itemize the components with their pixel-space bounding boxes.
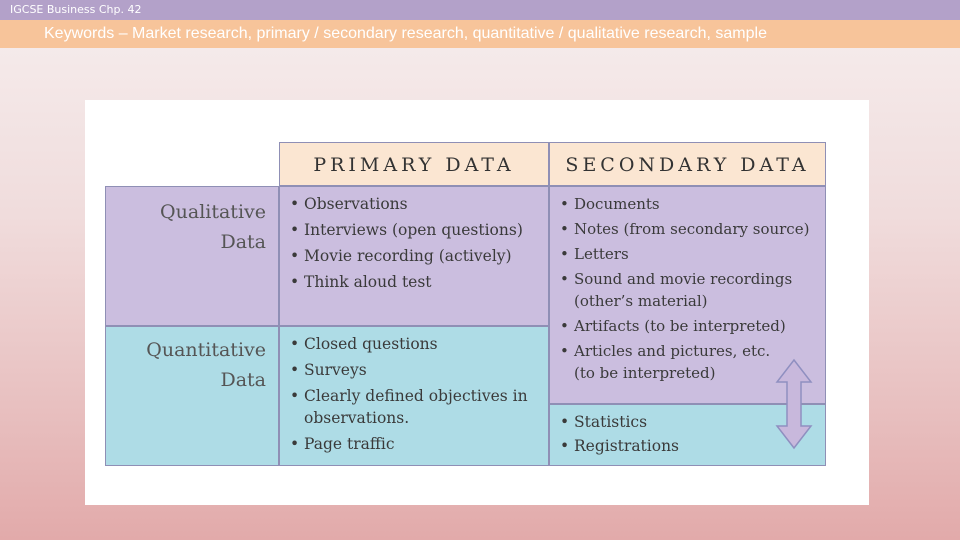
double-arrow-icon bbox=[773, 358, 815, 450]
list-item: • Artifacts (to be interpreted) bbox=[558, 315, 817, 337]
list-item: • Think aloud test bbox=[288, 271, 540, 293]
list-item: • Registrations bbox=[558, 435, 817, 457]
data-types-table-image bbox=[85, 100, 869, 505]
list-item: • Letters bbox=[558, 243, 817, 265]
list-item: • Articles and pictures, etc. (to be interpreted) bbox=[558, 340, 817, 384]
keywords-text: Keywords – Market research, primary / secondary research, quantitative / qualitative research, sample bbox=[44, 25, 767, 42]
list-item: • Surveys bbox=[288, 359, 540, 381]
qualitative-label-line1: Qualitative bbox=[160, 201, 266, 223]
list-item: • Clearly defined objectives in observations. bbox=[288, 385, 540, 429]
primary-data-header: PRIMARY DATA bbox=[279, 142, 549, 186]
list-item: • Notes (from secondary source) bbox=[558, 218, 817, 240]
list-item: • Page traffic bbox=[288, 433, 540, 455]
quantitative-row-label bbox=[105, 326, 279, 466]
primary-quantitative-cell bbox=[279, 326, 549, 466]
qualitative-row-label bbox=[105, 186, 279, 326]
quantitative-label-line1: Quantitative bbox=[146, 339, 266, 361]
list-item: • Closed questions bbox=[288, 333, 540, 355]
list-item: • Sound and movie recordings (other’s material) bbox=[558, 268, 817, 312]
slide-title: IGCSE Business Chp. 42 bbox=[10, 3, 142, 16]
quantitative-label-line2: Data bbox=[220, 369, 266, 391]
slide-title-bar bbox=[0, 0, 960, 20]
list-item: • Observations bbox=[288, 193, 540, 215]
list-item: • Movie recording (actively) bbox=[288, 245, 540, 267]
primary-qualitative-cell bbox=[279, 186, 549, 326]
keywords-bar bbox=[0, 20, 960, 48]
list-item: • Documents bbox=[558, 193, 817, 215]
secondary-data-header: SECONDARY DATA bbox=[549, 142, 826, 186]
qualitative-label-line2: Data bbox=[220, 231, 266, 253]
list-item: • Interviews (open questions) bbox=[288, 219, 540, 241]
list-item: • Statistics bbox=[558, 411, 817, 433]
